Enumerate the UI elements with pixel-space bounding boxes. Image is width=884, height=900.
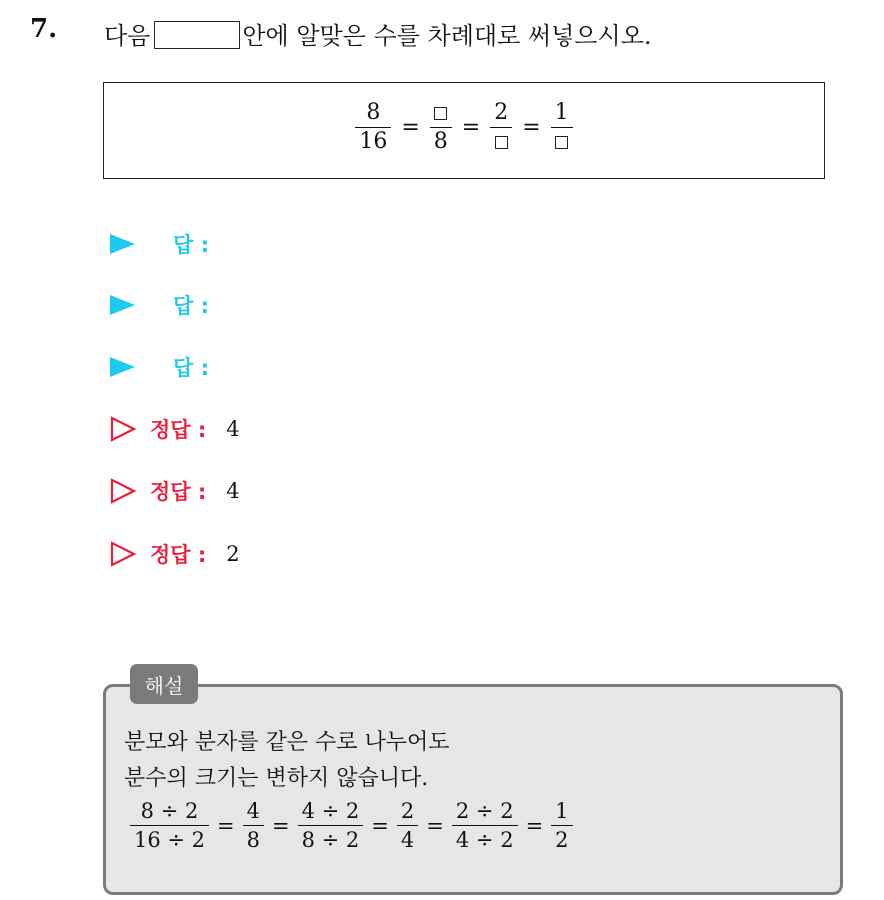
- filled-triangle-icon: [110, 357, 135, 377]
- explanation-fraction-5: [452, 797, 518, 854]
- explanation-fraction-3: [298, 797, 364, 854]
- explanation-fraction-2: [243, 797, 264, 854]
- fraction-numerator: 1: [554, 100, 569, 125]
- expression-box: [103, 82, 825, 179]
- explanation-box: [103, 684, 843, 895]
- fraction-numerator: 8: [366, 100, 381, 125]
- solution-label: 정답 :: [150, 480, 207, 504]
- explanation-line-1: 분모와 분자를 같은 수로 나누어도: [124, 730, 450, 755]
- fraction-denominator-blank: [551, 128, 572, 156]
- explanation-tag: 해설: [130, 664, 198, 704]
- fraction-numerator: 1: [555, 798, 569, 823]
- equals-sign: =: [522, 115, 541, 140]
- blank-box-icon: [154, 21, 240, 49]
- filled-triangle-icon: [110, 295, 135, 315]
- fraction-denominator: 8: [433, 129, 448, 154]
- solution-label: 정답 :: [150, 543, 207, 567]
- filled-triangle-icon: [110, 234, 135, 254]
- fraction-3: [490, 99, 512, 156]
- fraction-numerator: 4 ÷ 2: [301, 798, 360, 823]
- fraction-denominator: 16 ÷ 2: [134, 827, 206, 852]
- blank-square-icon: [555, 136, 568, 149]
- blank-square-icon: [434, 107, 447, 120]
- question-text-before: 다음: [104, 22, 151, 50]
- explanation-equation: [126, 797, 577, 854]
- fraction-denominator: 2: [555, 827, 569, 852]
- equals-sign: =: [525, 813, 544, 838]
- answer-row-3: [110, 352, 209, 382]
- equals-sign: =: [272, 813, 290, 838]
- fraction-denominator: 8 ÷ 2: [301, 827, 360, 852]
- answer-label: 답 :: [173, 294, 209, 318]
- fraction-1: [355, 99, 391, 156]
- explanation-fraction-6: [551, 797, 572, 854]
- explanation-line-2: 분수의 크기는 변하지 않습니다.: [124, 766, 429, 791]
- solution-value: 2: [226, 542, 240, 566]
- fraction-denominator: 8: [246, 827, 261, 852]
- solution-label: 정답 :: [150, 418, 207, 442]
- outline-triangle-icon: [110, 541, 136, 567]
- fraction-numerator-blank: [430, 99, 451, 127]
- fraction-denominator: 16: [359, 129, 388, 154]
- equals-sign: =: [401, 115, 420, 140]
- fraction-numerator: 4: [246, 798, 261, 823]
- equals-sign: =: [426, 813, 444, 838]
- question-number: 7.: [30, 14, 58, 44]
- fraction-numerator: 2: [400, 798, 415, 823]
- answer-label: 답 :: [173, 233, 209, 257]
- equals-sign: =: [217, 813, 235, 838]
- fraction-numerator: 2 ÷ 2: [455, 798, 514, 823]
- fraction-2: [430, 99, 452, 156]
- fraction-numerator: 2: [494, 100, 509, 125]
- fraction-denominator: 4 ÷ 2: [455, 827, 514, 852]
- explanation-fraction-4: [397, 797, 418, 854]
- solution-value: 4: [226, 417, 240, 441]
- outline-triangle-icon: [110, 478, 136, 504]
- equals-sign: =: [371, 813, 389, 838]
- equals-sign: =: [461, 115, 481, 140]
- explanation-fraction-1: [130, 797, 209, 854]
- fraction-denominator-blank: [491, 128, 512, 156]
- solution-row-3: [110, 539, 240, 569]
- solution-value: 4: [226, 479, 240, 503]
- fraction-denominator: 4: [400, 827, 415, 852]
- solution-row-2: [110, 476, 240, 506]
- solution-row-1: [110, 414, 240, 444]
- blank-square-icon: [495, 136, 508, 149]
- fraction-equation: [104, 99, 824, 156]
- fraction-numerator: 8 ÷ 2: [140, 798, 199, 823]
- outline-triangle-icon: [110, 416, 136, 442]
- fraction-4: [551, 99, 573, 156]
- answer-row-1: [110, 229, 209, 259]
- question-text-after: 안에 알맞은 수를 차례대로 써넣으시오.: [242, 22, 652, 50]
- answer-row-2: [110, 290, 209, 320]
- answer-label: 답 :: [173, 356, 209, 380]
- question-text: [104, 16, 651, 51]
